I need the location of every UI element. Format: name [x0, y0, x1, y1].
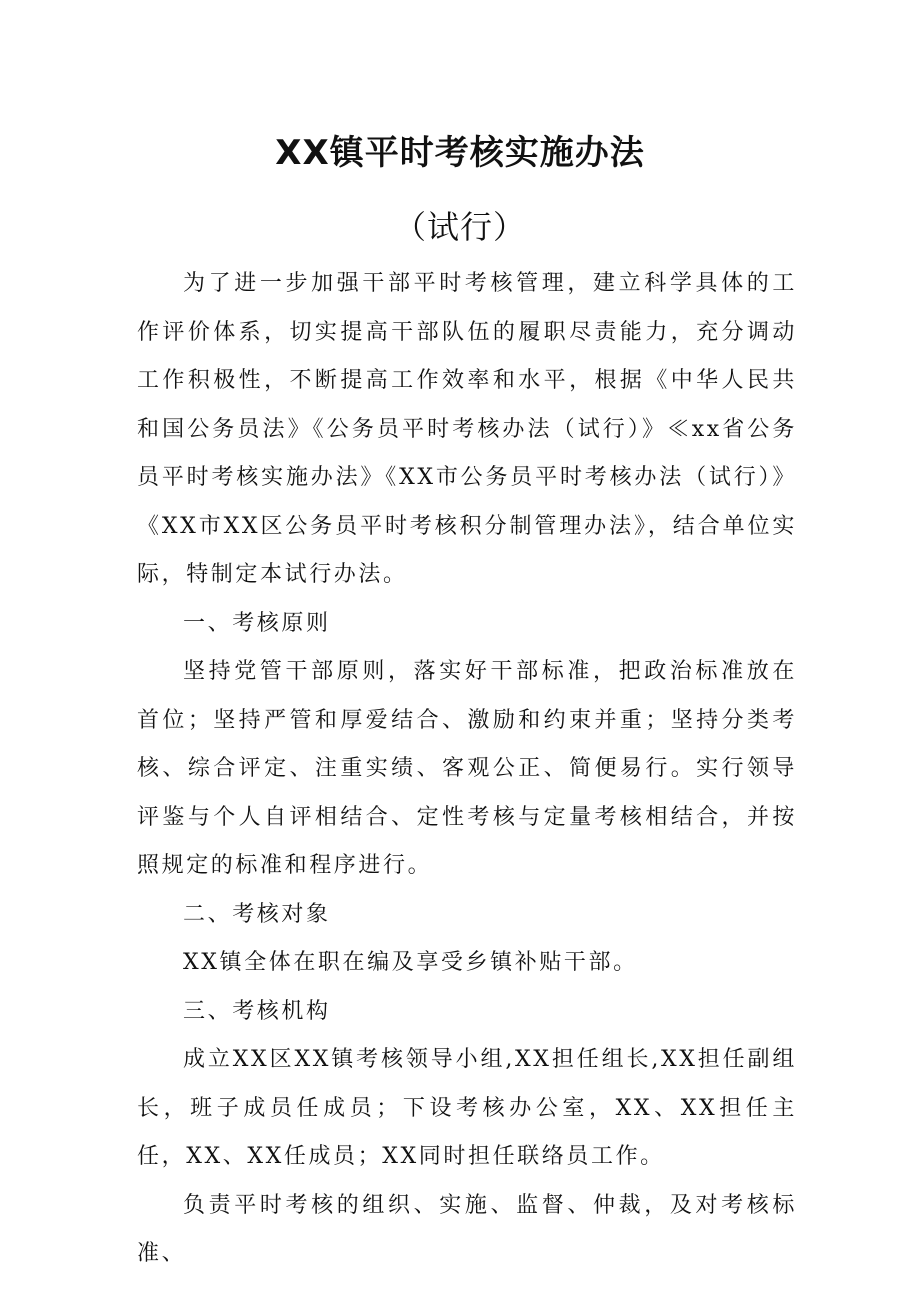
- document-body: [137, 260, 797, 1279]
- section-heading-targets: 二、考核对象: [183, 901, 331, 927]
- targets-paragraph: XX镇全体在职在编及享受乡镇补贴干部。: [183, 950, 638, 975]
- document-title: XX镇平时考核实施办法: [275, 133, 645, 173]
- section-heading-organization: 三、考核机构: [183, 998, 331, 1024]
- organization-paragraph: 成立XX区XX镇考核领导小组,XX担任组长,XX担任副组长，班子成员任成员；下设考核办公室，XX、XX担任主任，XX、XX任成员；XX同时担任联络员工作。: [137, 1047, 797, 1169]
- responsibility-paragraph: 负责平时考核的组织、实施、监督、仲裁，及对考核标准、: [137, 1192, 797, 1266]
- section-heading-principles: 一、考核原则: [183, 610, 331, 636]
- document-subtitle: （试行）: [393, 208, 526, 246]
- principles-paragraph: 坚持党管干部原则，落实好干部标准，把政治标准放在首位；坚持严管和厚爱结合、激励和约束并重；坚持分类考核、综合评定、注重实绩、客观公正、简便易行。实行领导评鉴与个人自评相结合、定性考核与定量考核相结合，并按照规定的标准和程序进行。: [137, 659, 797, 878]
- intro-paragraph: 为了进一步加强干部平时考核管理，建立科学具体的工作评价体系，切实提高干部队伍的履职尽责能力，充分调动工作积极性，不断提高工作效率和水平，根据《中华人民共和国公务员法》《公务员平时考核办法（试行）》≪xx省公务员平时考核实施办法》《XX市公务员平时考核办法（试行）》《XX市XX区公务员平时考核积分制管理办法》，结合单位实际，特制定本试行办法。: [137, 271, 797, 587]
